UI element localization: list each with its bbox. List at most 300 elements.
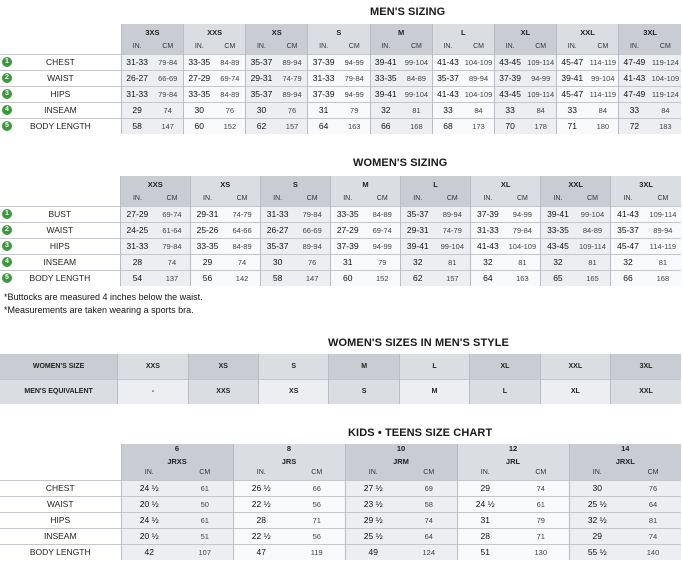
womens-value-cell: 163 (505, 270, 541, 286)
mens-corner (0, 40, 121, 54)
kids-value-cell: 25 ½ (345, 528, 401, 544)
mens-value-cell: 173 (463, 118, 494, 134)
kids-value-cell: 55 ½ (569, 544, 625, 560)
mens-value-cell: 84-89 (215, 54, 246, 70)
womens-unit-in: IN. (541, 192, 575, 206)
mens-value-cell: 69-74 (215, 70, 246, 86)
womens-row-label-text: BUST (48, 209, 72, 219)
kids-value-cell: 107 (177, 544, 233, 560)
mens-value-cell: 76 (215, 102, 246, 118)
mens-value-cell: 37-39 (308, 86, 339, 102)
mens-value-cell: 84 (588, 102, 619, 118)
womens-in-mens-title: WOMEN'S SIZES IN MEN'S STYLE (328, 337, 509, 349)
kids-value-cell: 26 ½ (233, 480, 289, 496)
mens-unit-in: IN. (370, 40, 401, 54)
womens-value-cell: 31 (330, 254, 364, 270)
womens-unit-cm: CM (294, 192, 330, 206)
womens-value-cell: 41-43 (611, 206, 645, 222)
mens-unit-cm: CM (463, 40, 494, 54)
mens-row-label-text: CHEST (46, 57, 75, 67)
womens-value-cell: 74 (224, 254, 260, 270)
mens-value-cell: 26-27 (121, 70, 152, 86)
kids-unit-in: IN. (457, 466, 513, 480)
womens-table-row (0, 270, 681, 286)
kids-value-cell: 24 ½ (121, 480, 177, 496)
womens-row-label (0, 238, 120, 254)
mens-row-label-text: BODY LENGTH (30, 121, 91, 132)
womens-value-cell: 104-109 (505, 238, 541, 254)
womens-corner (0, 176, 120, 192)
kids-value-cell: 61 (177, 480, 233, 496)
mens-row-label (0, 118, 121, 134)
womens-value-cell: 33-35 (330, 206, 364, 222)
kids-unit-cm: CM (177, 466, 233, 480)
kids-value-cell: 76 (625, 480, 681, 496)
mens-value-cell: 74-79 (277, 70, 308, 86)
kids-value-cell: 64 (625, 496, 681, 512)
kids-value-cell: 74 (513, 480, 569, 496)
mens-unit-cm: CM (152, 40, 183, 54)
kids-size-header (457, 444, 569, 466)
kids-value-cell: 32 ½ (569, 512, 625, 528)
mens-row-label-text: INSEAM (44, 105, 77, 115)
womens-value-cell: 69-74 (154, 206, 190, 222)
mens-value-cell: 41-43 (619, 70, 650, 86)
mens-size-header: M (370, 24, 432, 40)
kids-size-code: JRL (505, 457, 521, 466)
mens-value-cell: 180 (588, 118, 619, 134)
womens-in-mens-cell: XL (470, 354, 540, 379)
kids-row-label-text: BODY LENGTH (29, 547, 91, 558)
womens-value-cell: 29-31 (190, 206, 224, 222)
mens-value-cell: 33-35 (184, 54, 215, 70)
womens-in-mens-row (0, 379, 681, 404)
measure-number-badge: 2 (2, 225, 12, 235)
womens-unit-cm: CM (575, 192, 611, 206)
womens-unit-in: IN. (401, 192, 435, 206)
womens-value-cell: 137 (154, 270, 190, 286)
kids-value-cell: 24 ½ (457, 496, 513, 512)
mens-unit-cm: CM (525, 40, 556, 54)
kids-size-code: JRXS (167, 457, 187, 466)
womens-value-cell: 62 (401, 270, 435, 286)
mens-unit-in: IN. (556, 40, 587, 54)
kids-value-cell: 51 (177, 528, 233, 544)
mens-value-cell: 84 (463, 102, 494, 118)
womens-value-cell: 99-104 (435, 238, 471, 254)
mens-value-cell: 76 (277, 102, 308, 118)
kids-size-header (345, 444, 457, 466)
womens-size-header: XXS (120, 176, 190, 192)
kids-row-label (0, 480, 121, 496)
womens-value-cell: 31-33 (120, 238, 154, 254)
kids-value-cell: 69 (401, 480, 457, 496)
kids-size-header (233, 444, 345, 466)
kids-size-code: JRS (281, 457, 297, 466)
womens-value-cell: 35-37 (260, 238, 294, 254)
kids-value-cell: 61 (513, 496, 569, 512)
kids-size-num: 14 (621, 444, 630, 453)
kids-size-num: 6 (174, 444, 180, 453)
kids-table-row (0, 480, 681, 496)
womens-value-cell: 81 (505, 254, 541, 270)
kids-unit-cm: CM (513, 466, 569, 480)
measure-number-badge: 4 (2, 257, 12, 267)
womens-unit-in: IN. (330, 192, 364, 206)
womens-in-mens-cell: M (399, 379, 469, 404)
womens-in-mens-cell: 3XL (611, 354, 681, 379)
womens-value-cell: 89-94 (435, 206, 471, 222)
mens-value-cell: 70 (494, 118, 525, 134)
womens-value-cell: 43-45 (541, 238, 575, 254)
mens-value-cell: 84 (650, 102, 681, 118)
mens-row-label (0, 70, 121, 86)
kids-value-cell: 29 (457, 480, 513, 496)
mens-unit-in: IN. (121, 40, 152, 54)
womens-value-cell: 147 (294, 270, 330, 286)
womens-value-cell: 114-119 (645, 238, 681, 254)
mens-value-cell: 79 (339, 102, 370, 118)
womens-value-cell: 165 (575, 270, 611, 286)
mens-size-header: S (308, 24, 370, 40)
womens-value-cell: 25-26 (190, 222, 224, 238)
kids-unit-in: IN. (569, 466, 625, 480)
womens-note-buttocks: *Buttocks are measured 4 inches below the waist. (4, 292, 203, 302)
mens-sizing-table (0, 24, 681, 134)
mens-unit-cm: CM (339, 40, 370, 54)
mens-value-cell: 33 (432, 102, 463, 118)
kids-size-num: 12 (508, 444, 518, 453)
kids-size-code: JRM (393, 457, 409, 466)
womens-in-mens-cell: L (470, 379, 540, 404)
kids-table-row (0, 512, 681, 528)
womens-value-cell: 31-33 (471, 222, 505, 238)
mens-value-cell: 104-109 (463, 54, 494, 70)
kids-value-cell: 81 (625, 512, 681, 528)
womens-in-mens-cell: XXS (118, 354, 188, 379)
mens-size-header: 3XL (619, 24, 681, 40)
mens-unit-in: IN. (246, 40, 277, 54)
womens-value-cell: 84-89 (364, 206, 400, 222)
kids-unit-in: IN. (233, 466, 289, 480)
womens-unit-in: IN. (190, 192, 224, 206)
womens-value-cell: 45-47 (611, 238, 645, 254)
kids-value-cell: 61 (177, 512, 233, 528)
womens-value-cell: 32 (611, 254, 645, 270)
womens-in-mens-cell: XXL (611, 379, 681, 404)
mens-value-cell: 64 (308, 118, 339, 134)
womens-value-cell: 76 (294, 254, 330, 270)
mens-value-cell: 45-47 (556, 54, 587, 70)
womens-table-row (0, 254, 681, 270)
mens-value-cell: 114-119 (588, 54, 619, 70)
kids-value-cell: 27 ½ (345, 480, 401, 496)
mens-value-cell: 31-33 (121, 86, 152, 102)
kids-value-cell: 140 (625, 544, 681, 560)
womens-table-row (0, 222, 681, 238)
kids-value-cell: 30 (569, 480, 625, 496)
kids-value-cell: 49 (345, 544, 401, 560)
kids-value-cell: 51 (457, 544, 513, 560)
kids-value-cell: 74 (625, 528, 681, 544)
kids-value-cell: 29 (569, 528, 625, 544)
womens-unit-in: IN. (260, 192, 294, 206)
mens-value-cell: 79-84 (339, 70, 370, 86)
mens-value-cell: 104-109 (463, 86, 494, 102)
mens-value-cell: 31-33 (308, 70, 339, 86)
womens-value-cell: 79-84 (294, 206, 330, 222)
womens-value-cell: 32 (541, 254, 575, 270)
womens-value-cell: 79 (364, 254, 400, 270)
mens-size-header: L (432, 24, 494, 40)
kids-corner (0, 444, 121, 466)
womens-value-cell: 27-29 (330, 222, 364, 238)
mens-value-cell: 62 (246, 118, 277, 134)
mens-value-cell: 29-31 (246, 70, 277, 86)
womens-unit-cm: CM (224, 192, 260, 206)
mens-value-cell: 94-99 (525, 70, 556, 86)
womens-value-cell: 81 (435, 254, 471, 270)
womens-value-cell: 35-37 (611, 222, 645, 238)
mens-unit-in: IN. (308, 40, 339, 54)
mens-table-row (0, 118, 681, 134)
kids-value-cell: 74 (401, 512, 457, 528)
mens-value-cell: 157 (277, 118, 308, 134)
womens-row-label-text: HIPS (49, 241, 70, 251)
mens-value-cell: 94-99 (339, 86, 370, 102)
womens-size-header: XXL (541, 176, 611, 192)
mens-value-cell: 178 (525, 118, 556, 134)
womens-value-cell: 66-69 (294, 222, 330, 238)
kids-value-cell: 24 ½ (121, 512, 177, 528)
womens-value-cell: 69-74 (364, 222, 400, 238)
womens-in-mens-cell: XS (259, 379, 329, 404)
mens-table-row (0, 70, 681, 86)
womens-in-mens-table (0, 354, 681, 404)
mens-value-cell: 29 (121, 102, 152, 118)
kids-value-cell: 28 (233, 512, 289, 528)
mens-unit-cm: CM (277, 40, 308, 54)
mens-value-cell: 99-104 (401, 86, 432, 102)
kids-unit-cm: CM (289, 466, 345, 480)
womens-value-cell: 58 (260, 270, 294, 286)
mens-table-row (0, 54, 681, 70)
womens-unit-cm: CM (154, 192, 190, 206)
kids-value-cell: 25 ½ (569, 496, 625, 512)
womens-size-header: M (330, 176, 400, 192)
mens-unit-cm: CM (215, 40, 246, 54)
womens-unit-in: IN. (120, 192, 154, 206)
kids-value-cell: 22 ½ (233, 496, 289, 512)
womens-value-cell: 79-84 (154, 238, 190, 254)
mens-value-cell: 32 (370, 102, 401, 118)
kids-size-num: 10 (396, 444, 406, 453)
womens-sizing-title: WOMEN'S SIZING (353, 157, 448, 169)
womens-row-label-text: INSEAM (43, 257, 77, 267)
mens-value-cell: 31-33 (121, 54, 152, 70)
mens-row-label-text: HIPS (50, 89, 71, 99)
mens-value-cell: 47-49 (619, 54, 650, 70)
womens-value-cell: 89-94 (294, 238, 330, 254)
kids-row-label (0, 512, 121, 528)
womens-size-header: XL (471, 176, 541, 192)
kids-value-cell: 64 (401, 528, 457, 544)
mens-value-cell: 114-119 (588, 86, 619, 102)
mens-value-cell: 84-89 (215, 86, 246, 102)
kids-row-label (0, 544, 121, 560)
kids-table-row (0, 528, 681, 544)
kids-table-row (0, 496, 681, 512)
womens-value-cell: 39-41 (541, 206, 575, 222)
womens-value-cell: 32 (401, 254, 435, 270)
kids-value-cell: 56 (289, 528, 345, 544)
womens-sizing-table (0, 176, 681, 286)
kids-value-cell: 42 (121, 544, 177, 560)
womens-value-cell: 56 (190, 270, 224, 286)
womens-value-cell: 37-39 (330, 238, 364, 254)
womens-value-cell: 26-27 (260, 222, 294, 238)
kids-value-cell: 22 ½ (233, 528, 289, 544)
measure-number-badge: 4 (2, 105, 12, 115)
mens-value-cell: 163 (339, 118, 370, 134)
mens-unit-cm: CM (588, 40, 619, 54)
womens-size-header: 3XL (611, 176, 681, 192)
womens-size-header: XS (190, 176, 260, 192)
kids-value-cell: 58 (401, 496, 457, 512)
womens-row-label-text: WAIST (46, 225, 74, 235)
mens-value-cell: 35-37 (432, 70, 463, 86)
womens-value-cell: 33-35 (541, 222, 575, 238)
mens-value-cell: 58 (121, 118, 152, 134)
womens-unit-cm: CM (364, 192, 400, 206)
womens-in-mens-cell: S (329, 379, 399, 404)
mens-value-cell: 89-94 (463, 70, 494, 86)
mens-unit-in: IN. (432, 40, 463, 54)
mens-value-cell: 94-99 (339, 54, 370, 70)
womens-value-cell: 64 (471, 270, 505, 286)
womens-value-cell: 94-99 (505, 206, 541, 222)
mens-unit-cm: CM (650, 40, 681, 54)
mens-value-cell: 43-45 (494, 54, 525, 70)
mens-row-label (0, 102, 121, 118)
womens-value-cell: 32 (471, 254, 505, 270)
mens-value-cell: 109-114 (525, 54, 556, 70)
womens-in-mens-cell: XXL (540, 354, 610, 379)
womens-value-cell: 64-66 (224, 222, 260, 238)
womens-in-mens-row (0, 354, 681, 379)
womens-in-mens-cell: XL (540, 379, 610, 404)
kids-value-cell: 28 (457, 528, 513, 544)
mens-value-cell: 41-43 (432, 54, 463, 70)
womens-value-cell: 168 (645, 270, 681, 286)
womens-value-cell: 157 (435, 270, 471, 286)
mens-table-row (0, 102, 681, 118)
mens-size-header: XXS (184, 24, 246, 40)
womens-in-mens-cell: XXS (188, 379, 258, 404)
mens-value-cell: 39-41 (556, 70, 587, 86)
womens-value-cell: 74 (154, 254, 190, 270)
mens-value-cell: 119-124 (650, 86, 681, 102)
kids-corner (0, 466, 121, 480)
mens-value-cell: 109-114 (525, 86, 556, 102)
kids-value-cell: 20 ½ (121, 528, 177, 544)
womens-note-sports-bra: *Measurements are taken wearing a sports bra. (4, 305, 194, 315)
kids-value-cell: 119 (289, 544, 345, 560)
kids-value-cell: 71 (513, 528, 569, 544)
measure-number-badge: 1 (2, 57, 12, 67)
kids-row-label-text: INSEAM (43, 531, 77, 541)
womens-value-cell: 109-114 (645, 206, 681, 222)
mens-value-cell: 119-124 (650, 54, 681, 70)
womens-value-cell: 29-31 (401, 222, 435, 238)
womens-value-cell: 65 (541, 270, 575, 286)
kids-row-label-text: WAIST (46, 499, 74, 509)
womens-value-cell: 24-25 (120, 222, 154, 238)
mens-value-cell: 37-39 (308, 54, 339, 70)
womens-unit-cm: CM (435, 192, 471, 206)
womens-size-header: L (401, 176, 471, 192)
kids-row-label (0, 496, 121, 512)
mens-size-header: XL (494, 24, 556, 40)
mens-value-cell: 31 (308, 102, 339, 118)
womens-table-row (0, 238, 681, 254)
mens-value-cell: 66 (370, 118, 401, 134)
womens-corner (0, 192, 120, 206)
kids-value-cell: 47 (233, 544, 289, 560)
kids-teens-title: KIDS • TEENS SIZE CHART (348, 427, 493, 439)
mens-table-row (0, 86, 681, 102)
mens-value-cell: 99-104 (588, 70, 619, 86)
kids-size-num: 8 (286, 444, 292, 453)
womens-row-label-text: BODY LENGTH (29, 273, 91, 284)
womens-value-cell: 81 (575, 254, 611, 270)
kids-value-cell: 23 ½ (345, 496, 401, 512)
mens-unit-in: IN. (494, 40, 525, 54)
kids-row-label (0, 528, 121, 544)
mens-value-cell: 89-94 (277, 86, 308, 102)
kids-unit-in: IN. (121, 466, 177, 480)
mens-value-cell: 84 (525, 102, 556, 118)
kids-size-header (121, 444, 233, 466)
womens-value-cell: 94-99 (364, 238, 400, 254)
womens-in-mens-cell: M (329, 354, 399, 379)
mens-value-cell: 60 (184, 118, 215, 134)
mens-corner (0, 24, 121, 40)
mens-value-cell: 79-84 (152, 86, 183, 102)
kids-size-code: JRXL (615, 457, 635, 466)
kids-value-cell: 29 ½ (345, 512, 401, 528)
kids-value-cell: 124 (401, 544, 457, 560)
kids-unit-in: IN. (345, 466, 401, 480)
mens-value-cell: 84-89 (401, 70, 432, 86)
womens-unit-cm: CM (645, 192, 681, 206)
mens-size-header: XS (246, 24, 308, 40)
mens-value-cell: 66-69 (152, 70, 183, 86)
mens-unit-cm: CM (401, 40, 432, 54)
mens-unit-in: IN. (619, 40, 650, 54)
mens-value-cell: 39-41 (370, 86, 401, 102)
mens-value-cell: 71 (556, 118, 587, 134)
mens-value-cell: 33-35 (184, 86, 215, 102)
womens-value-cell: 84-89 (224, 238, 260, 254)
mens-value-cell: 41-43 (432, 86, 463, 102)
kids-row-label-text: CHEST (45, 483, 75, 493)
kids-teens-table (0, 444, 681, 560)
kids-value-cell: 50 (177, 496, 233, 512)
mens-row-label-text: WAIST (47, 73, 74, 83)
kids-value-cell: 71 (289, 512, 345, 528)
measure-number-badge: 1 (2, 209, 12, 219)
